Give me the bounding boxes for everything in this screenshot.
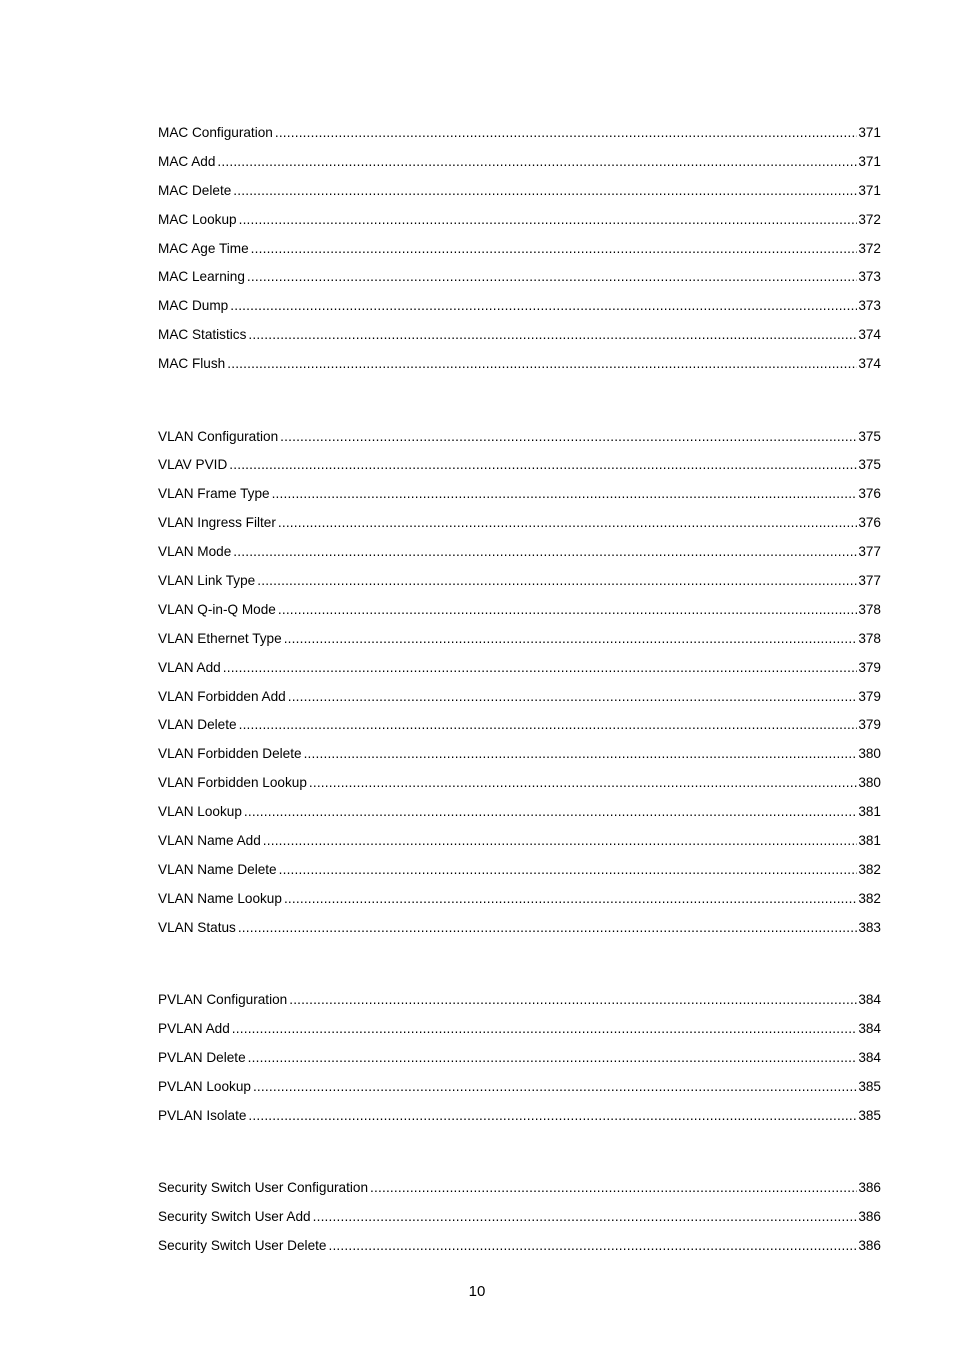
toc-entry[interactable] [158, 654, 881, 683]
toc-entry-page: 384 [858, 992, 881, 1008]
toc-dot-leader [263, 827, 858, 856]
toc-entry-title: MAC Delete [158, 182, 232, 198]
toc-entry-page: 385 [858, 1107, 881, 1123]
toc-entry[interactable] [158, 148, 881, 177]
toc-entry-title: MAC Add [158, 153, 216, 169]
toc-entry-title: Security Switch User Add [158, 1208, 311, 1224]
toc-entry-title: VLAN Q-in-Q Mode [158, 601, 276, 617]
toc-entry-title: PVLAN Delete [158, 1049, 246, 1065]
toc-dot-leader [272, 480, 858, 509]
toc-entry-page: 386 [858, 1237, 881, 1253]
toc-entry-title: VLAN Configuration [158, 428, 279, 444]
toc-entry-page: 381 [858, 804, 881, 820]
toc-entry-page: 376 [858, 486, 881, 502]
toc-dot-leader [229, 451, 857, 480]
toc-entry[interactable] [158, 235, 881, 264]
toc-entry[interactable] [158, 1232, 881, 1261]
toc-entry[interactable] [158, 1203, 881, 1232]
toc-entry[interactable] [158, 1102, 881, 1131]
toc-dot-leader [313, 1203, 858, 1232]
page-number: 10 [468, 1283, 486, 1300]
toc-entry[interactable] [158, 740, 881, 769]
toc-entry-page: 382 [858, 890, 881, 906]
toc-entry-title: VLAN Forbidden Lookup [158, 775, 307, 791]
toc-entry-title: VLAN Ethernet Type [158, 630, 282, 646]
toc-entry[interactable] [158, 350, 881, 379]
toc-dot-leader [253, 1073, 857, 1102]
toc-entry-title: MAC Flush [158, 356, 226, 372]
toc-entry[interactable] [158, 538, 881, 567]
toc-dot-leader [257, 567, 857, 596]
toc-entry-title: VLAN Mode [158, 544, 232, 560]
toc-dot-leader [223, 654, 858, 683]
toc-entry-page: 379 [858, 717, 881, 733]
toc-entry-title: PVLAN Add [158, 1020, 230, 1036]
toc-entry-title: VLAN Name Delete [158, 861, 277, 877]
toc-dot-leader [247, 263, 857, 292]
toc-entry-page: 386 [858, 1208, 881, 1224]
toc-entry[interactable] [158, 1015, 881, 1044]
toc-entry-page: 371 [858, 153, 881, 169]
toc-entry-title: VLAN Name Add [158, 832, 261, 848]
toc-entry[interactable] [158, 321, 881, 350]
toc-entry[interactable] [158, 625, 881, 654]
toc-entry-page: 379 [858, 659, 881, 675]
toc-entry-title: VLAN Lookup [158, 804, 242, 820]
toc-dot-leader [275, 119, 857, 148]
toc-entry-title: MAC Configuration [158, 125, 273, 140]
toc-entry-title: VLAN Forbidden Delete [158, 746, 302, 762]
toc-entry-page: 386 [858, 1180, 881, 1195]
toc-entry-page: 380 [858, 775, 881, 791]
toc-entry[interactable] [158, 1174, 881, 1203]
toc-entry-page: 380 [858, 746, 881, 762]
toc-dot-leader [288, 683, 858, 712]
toc-entry-title: MAC Lookup [158, 211, 237, 227]
toc-dot-leader [244, 798, 857, 827]
toc-entry-page: 377 [858, 544, 881, 560]
table-of-contents [158, 119, 881, 1261]
toc-entry[interactable] [158, 885, 881, 914]
toc-dot-leader [251, 235, 858, 264]
toc-entry-title: VLAN Forbidden Add [158, 688, 286, 704]
toc-dot-leader [278, 509, 857, 538]
toc-entry-page: 371 [858, 182, 881, 198]
toc-entry[interactable] [158, 292, 881, 321]
toc-entry[interactable] [158, 683, 881, 712]
toc-entry-page: 377 [858, 572, 881, 588]
toc-dot-leader [279, 856, 858, 885]
toc-dot-leader [238, 914, 857, 943]
toc-entry[interactable] [158, 914, 881, 943]
toc-entry[interactable] [158, 567, 881, 596]
toc-entry[interactable] [158, 509, 881, 538]
toc-entry-page: 372 [858, 240, 881, 256]
toc-entry[interactable] [158, 769, 881, 798]
toc-entry-page: 384 [858, 1049, 881, 1065]
toc-entry[interactable] [158, 711, 881, 740]
toc-entry-title: MAC Age Time [158, 240, 249, 256]
toc-entry[interactable] [158, 1073, 881, 1102]
toc-group [158, 423, 881, 943]
toc-entry[interactable] [158, 827, 881, 856]
toc-dot-leader [233, 177, 857, 206]
toc-entry-page: 382 [858, 861, 881, 877]
toc-entry-page: 375 [858, 428, 881, 444]
toc-dot-leader [278, 596, 857, 625]
toc-entry-title: Security Switch User Delete [158, 1237, 327, 1253]
toc-entry-title: VLAN Frame Type [158, 486, 270, 502]
toc-entry-page: 372 [858, 211, 881, 227]
toc-dot-leader [328, 1232, 857, 1261]
toc-dot-leader [232, 1015, 858, 1044]
toc-entry[interactable] [158, 423, 881, 452]
toc-entry-title: VLAN Link Type [158, 572, 256, 588]
toc-entry-title: MAC Learning [158, 269, 245, 285]
toc-dot-leader [239, 206, 858, 235]
toc-entry[interactable] [158, 596, 881, 625]
toc-entry-page: 383 [858, 919, 881, 935]
toc-entry-title: PVLAN Configuration [158, 992, 288, 1008]
toc-entry[interactable] [158, 798, 881, 827]
toc-entry-title: Security Switch User Configuration [158, 1180, 369, 1195]
toc-entry[interactable] [158, 986, 881, 1015]
toc-dot-leader [304, 740, 858, 769]
toc-entry-title: VLAN Name Lookup [158, 890, 282, 906]
toc-entry[interactable] [158, 451, 881, 480]
toc-dot-leader [370, 1174, 857, 1203]
toc-dot-leader [227, 350, 857, 379]
toc-dot-leader [309, 769, 857, 798]
toc-entry-title: VLAV PVID [158, 457, 228, 473]
toc-dot-leader [233, 538, 857, 567]
toc-entry-page: 384 [858, 1020, 881, 1036]
toc-group [158, 986, 881, 1130]
toc-dot-leader [284, 885, 857, 914]
toc-entry-title: VLAN Status [158, 919, 236, 935]
toc-entry[interactable] [158, 1044, 881, 1073]
toc-group [158, 1174, 881, 1261]
toc-dot-leader [284, 625, 858, 654]
toc-dot-leader [239, 711, 858, 740]
toc-entry-page: 376 [858, 515, 881, 531]
toc-entry-page: 385 [858, 1078, 881, 1094]
toc-dot-leader [230, 292, 857, 321]
toc-entry-page: 374 [858, 356, 881, 372]
toc-entry-page: 379 [858, 688, 881, 704]
toc-entry-page: 373 [858, 269, 881, 285]
toc-entry-page: 374 [858, 327, 881, 343]
toc-dot-leader [217, 148, 857, 177]
toc-entry-page: 375 [858, 457, 881, 473]
toc-entry-title: VLAN Add [158, 659, 221, 675]
toc-entry-title: VLAN Ingress Filter [158, 515, 276, 531]
toc-entry[interactable] [158, 177, 881, 206]
toc-entry-page: 378 [858, 630, 881, 646]
toc-entry[interactable] [158, 263, 881, 292]
toc-entry-title: PVLAN Lookup [158, 1078, 251, 1094]
toc-entry-title: MAC Dump [158, 298, 229, 314]
toc-dot-leader [248, 1044, 858, 1073]
toc-dot-leader [248, 321, 857, 350]
toc-entry-page: 371 [858, 125, 881, 140]
toc-entry-page: 381 [858, 832, 881, 848]
toc-dot-leader [248, 1102, 857, 1131]
toc-entry[interactable] [158, 119, 881, 148]
toc-entry-title: MAC Statistics [158, 327, 247, 343]
toc-entry-page: 378 [858, 601, 881, 617]
toc-dot-leader [289, 986, 857, 1015]
toc-group [158, 119, 881, 379]
toc-entry-title: VLAN Delete [158, 717, 237, 733]
toc-entry[interactable] [158, 480, 881, 509]
toc-entry-title: PVLAN Isolate [158, 1107, 247, 1123]
toc-entry-page: 373 [858, 298, 881, 314]
toc-entry[interactable] [158, 206, 881, 235]
toc-entry[interactable] [158, 856, 881, 885]
toc-dot-leader [280, 423, 857, 452]
